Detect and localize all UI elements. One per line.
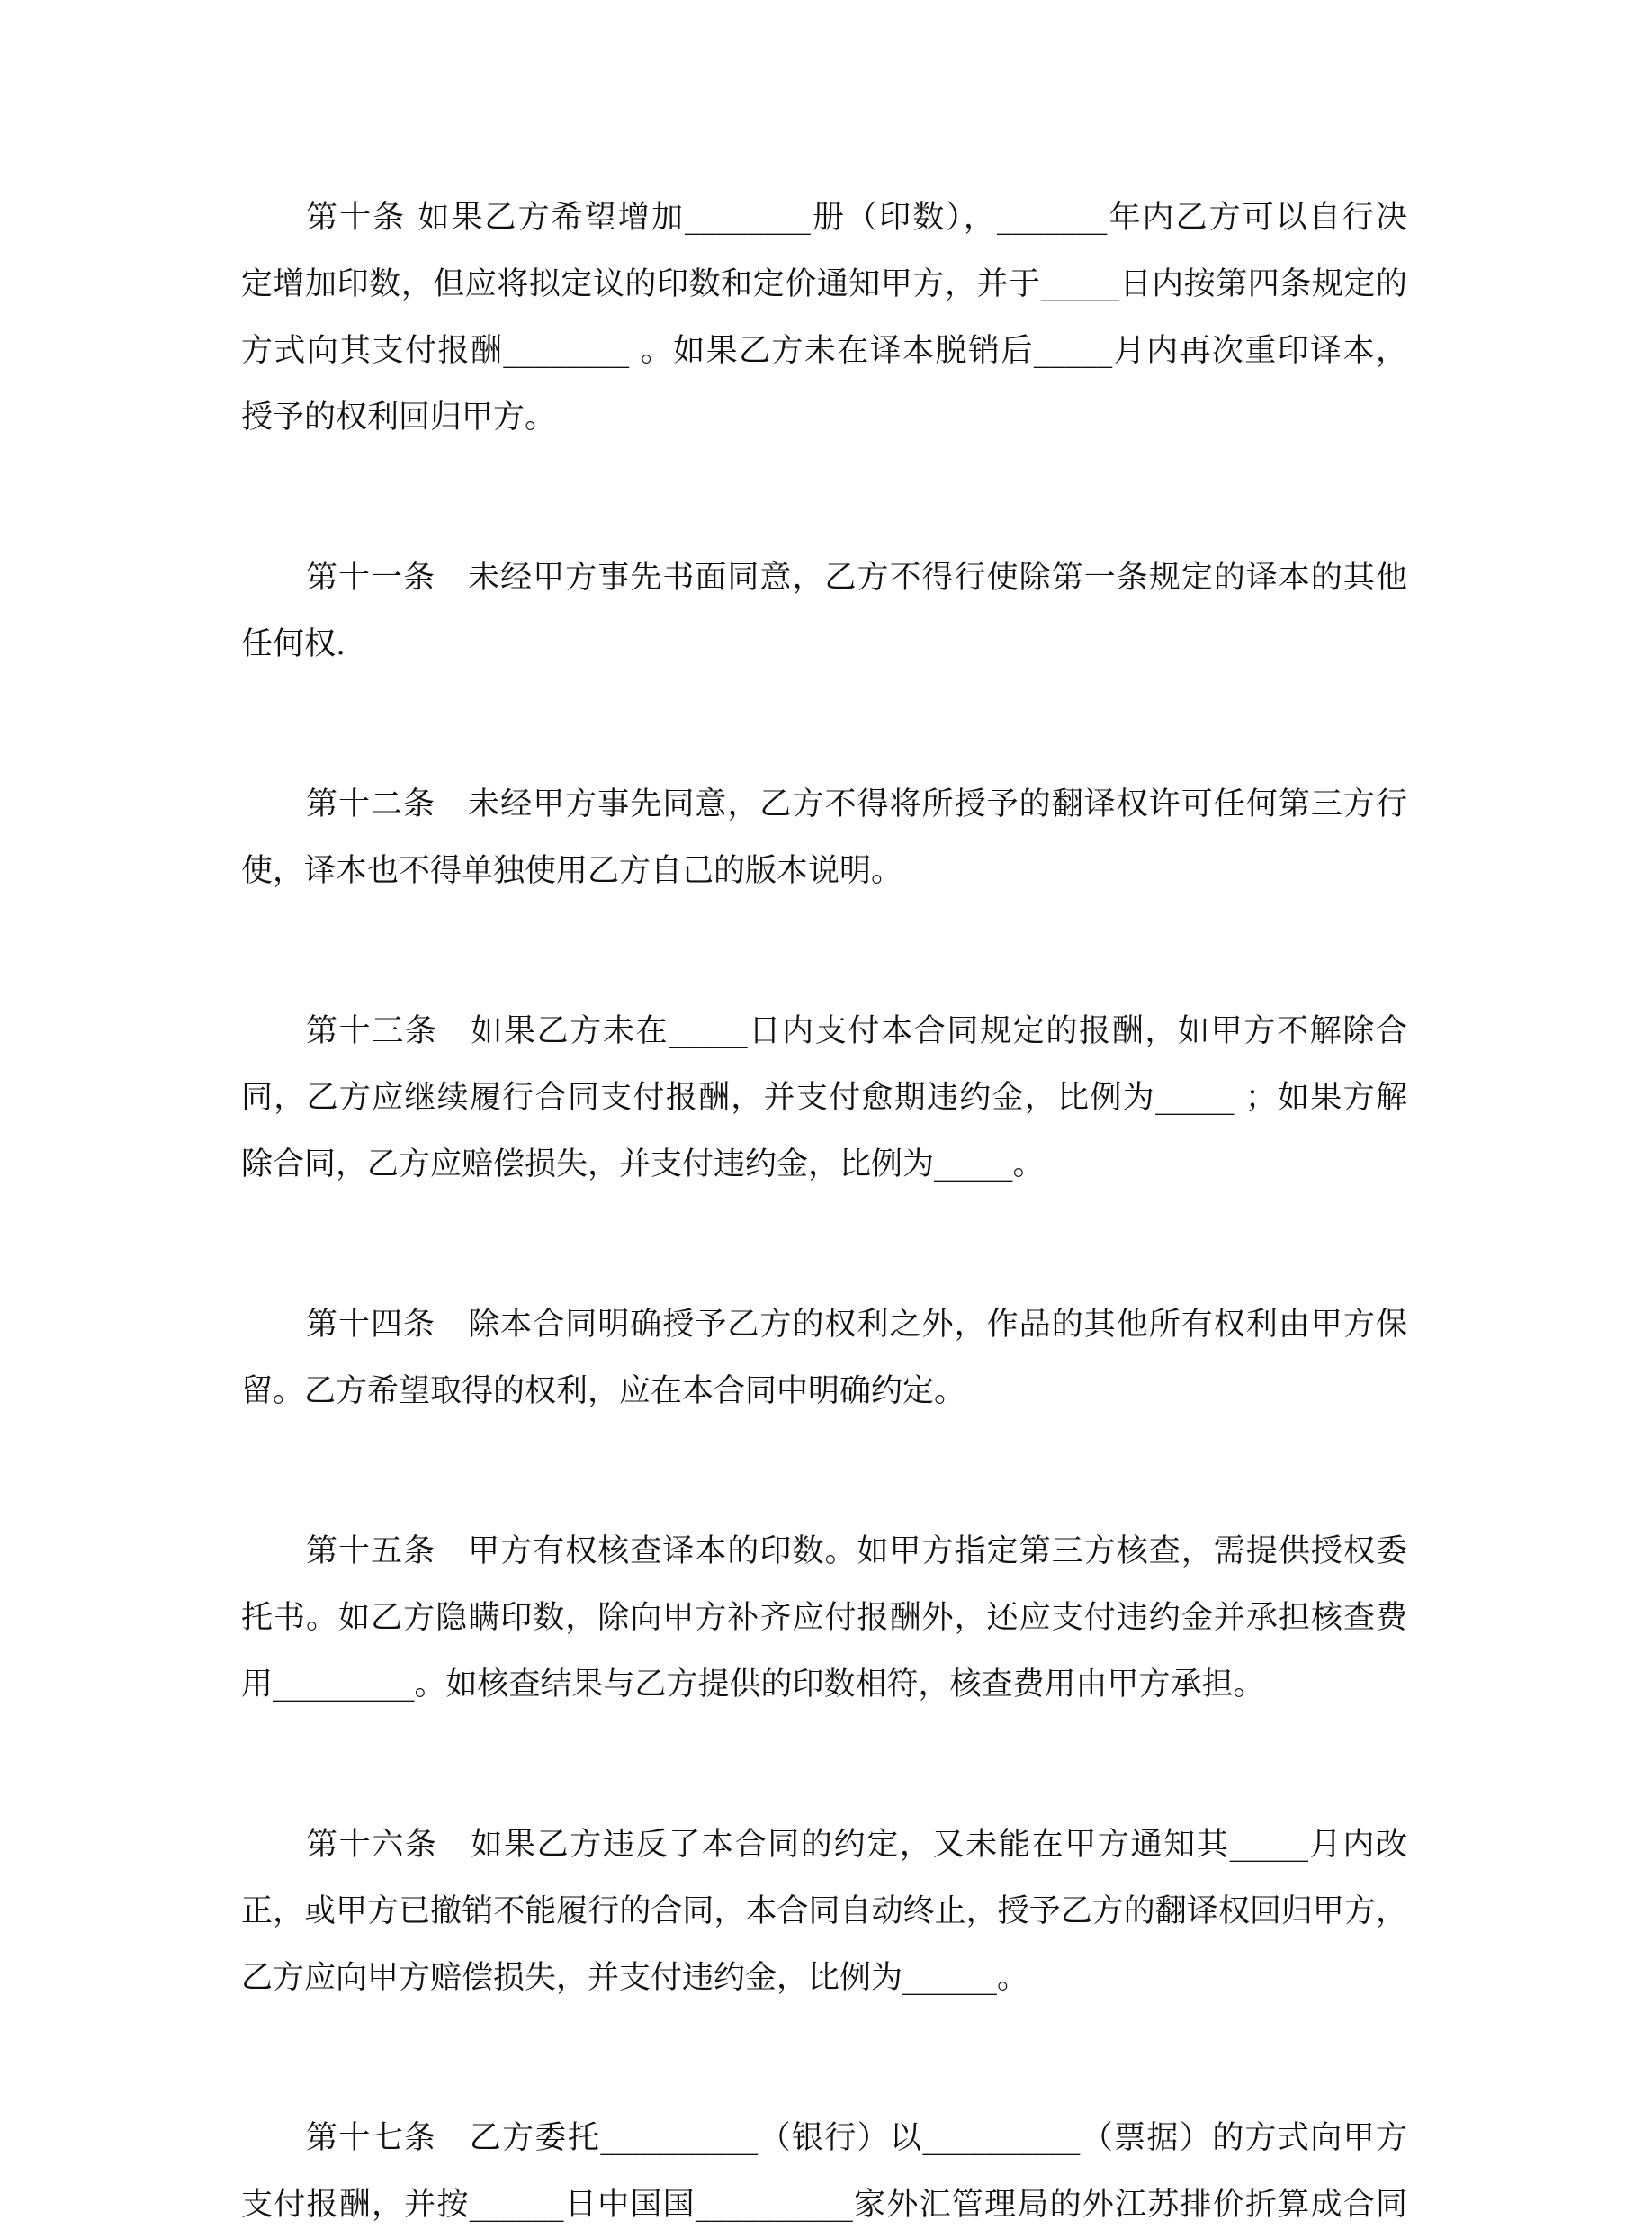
clause-line: 第十一条 未经甲方事先书面同意，乙方不得行使除第一条规定的译本的其他 [306, 560, 1407, 596]
clause-line: 用_________。如核查结果与乙方提供的印数相符，核查费用由甲方承担。 [241, 1667, 1265, 1703]
clause-article-12 [241, 771, 1407, 904]
clause-line: 留。乙方希望取得的权利，应在本合同中明确约定。 [241, 1373, 966, 1409]
clause-article-10 [241, 184, 1407, 451]
clause-line: 托书。如乙方隐瞒印数，除向甲方补齐应付报酬外，还应支付违约金并承担核查费 [241, 1600, 1407, 1636]
clause-line: 乙方应向甲方赔偿损失，并支付违约金，比例为______。 [241, 1960, 1029, 1996]
document-page [241, 184, 1407, 2238]
clause-line: 任何权. [241, 626, 346, 662]
clause-line: 第十五条 甲方有权核查译本的印数。如甲方指定第三方核查，需提供授权委 [306, 1533, 1407, 1569]
clause-article-11 [241, 544, 1407, 678]
clause-line: 方式向其支付报酬________ 。如果乙方未在译本脱销后_____月内再次重印译本， [241, 333, 1407, 369]
clause-line: 第十六条 如果乙方违反了本合同的约定，又未能在甲方通知其_____月内改 [306, 1827, 1407, 1863]
clause-line: 正，或甲方已撤销不能履行的合同，本合同自动终止，授予乙方的翻译权回归甲方， [241, 1893, 1407, 1929]
clause-line: 使，译本也不得单独使用乙方自己的版本说明。 [241, 853, 903, 889]
clause-article-16 [241, 1811, 1407, 2011]
clause-line: 第十七条 乙方委托__________（银行）以__________（票据）的方式向甲方 [306, 2120, 1407, 2156]
clause-line: 第十三条 如果乙方未在_____日内支付本合同规定的报酬，如甲方不解除合 [306, 1013, 1407, 1049]
clause-article-14 [241, 1291, 1407, 1425]
clause-article-15 [241, 1518, 1407, 1718]
clause-line: 支付报酬，并按______日中国国__________家外汇管理局的外江苏排价折算成合同 [241, 2187, 1407, 2223]
clause-line: 定增加印数，但应将拟定议的印数和定价通知甲方，并于_____日内按第四条规定的 [241, 266, 1407, 302]
clause-article-17 [241, 2105, 1407, 2238]
clause-line: 授予的权利回归甲方。 [241, 400, 557, 436]
clause-line: 第十二条 未经甲方事先同意，乙方不得将所授予的翻译权许可任何第三方行 [306, 786, 1407, 822]
clause-article-13 [241, 998, 1407, 1198]
clause-line: 同，乙方应继续履行合同支付报酬，并支付愈期违约金，比例为_____ ；如果方解 [241, 1080, 1407, 1116]
clause-line: 第十条 如果乙方希望增加________册（印数），_______年内乙方可以自行决 [306, 200, 1407, 236]
clause-line: 除合同，乙方应赔偿损失，并支付违约金，比例为_____。 [241, 1146, 1045, 1182]
clause-line: 第十四条 除本合同明确授予乙方的权利之外，作品的其他所有权利由甲方保 [306, 1307, 1407, 1343]
